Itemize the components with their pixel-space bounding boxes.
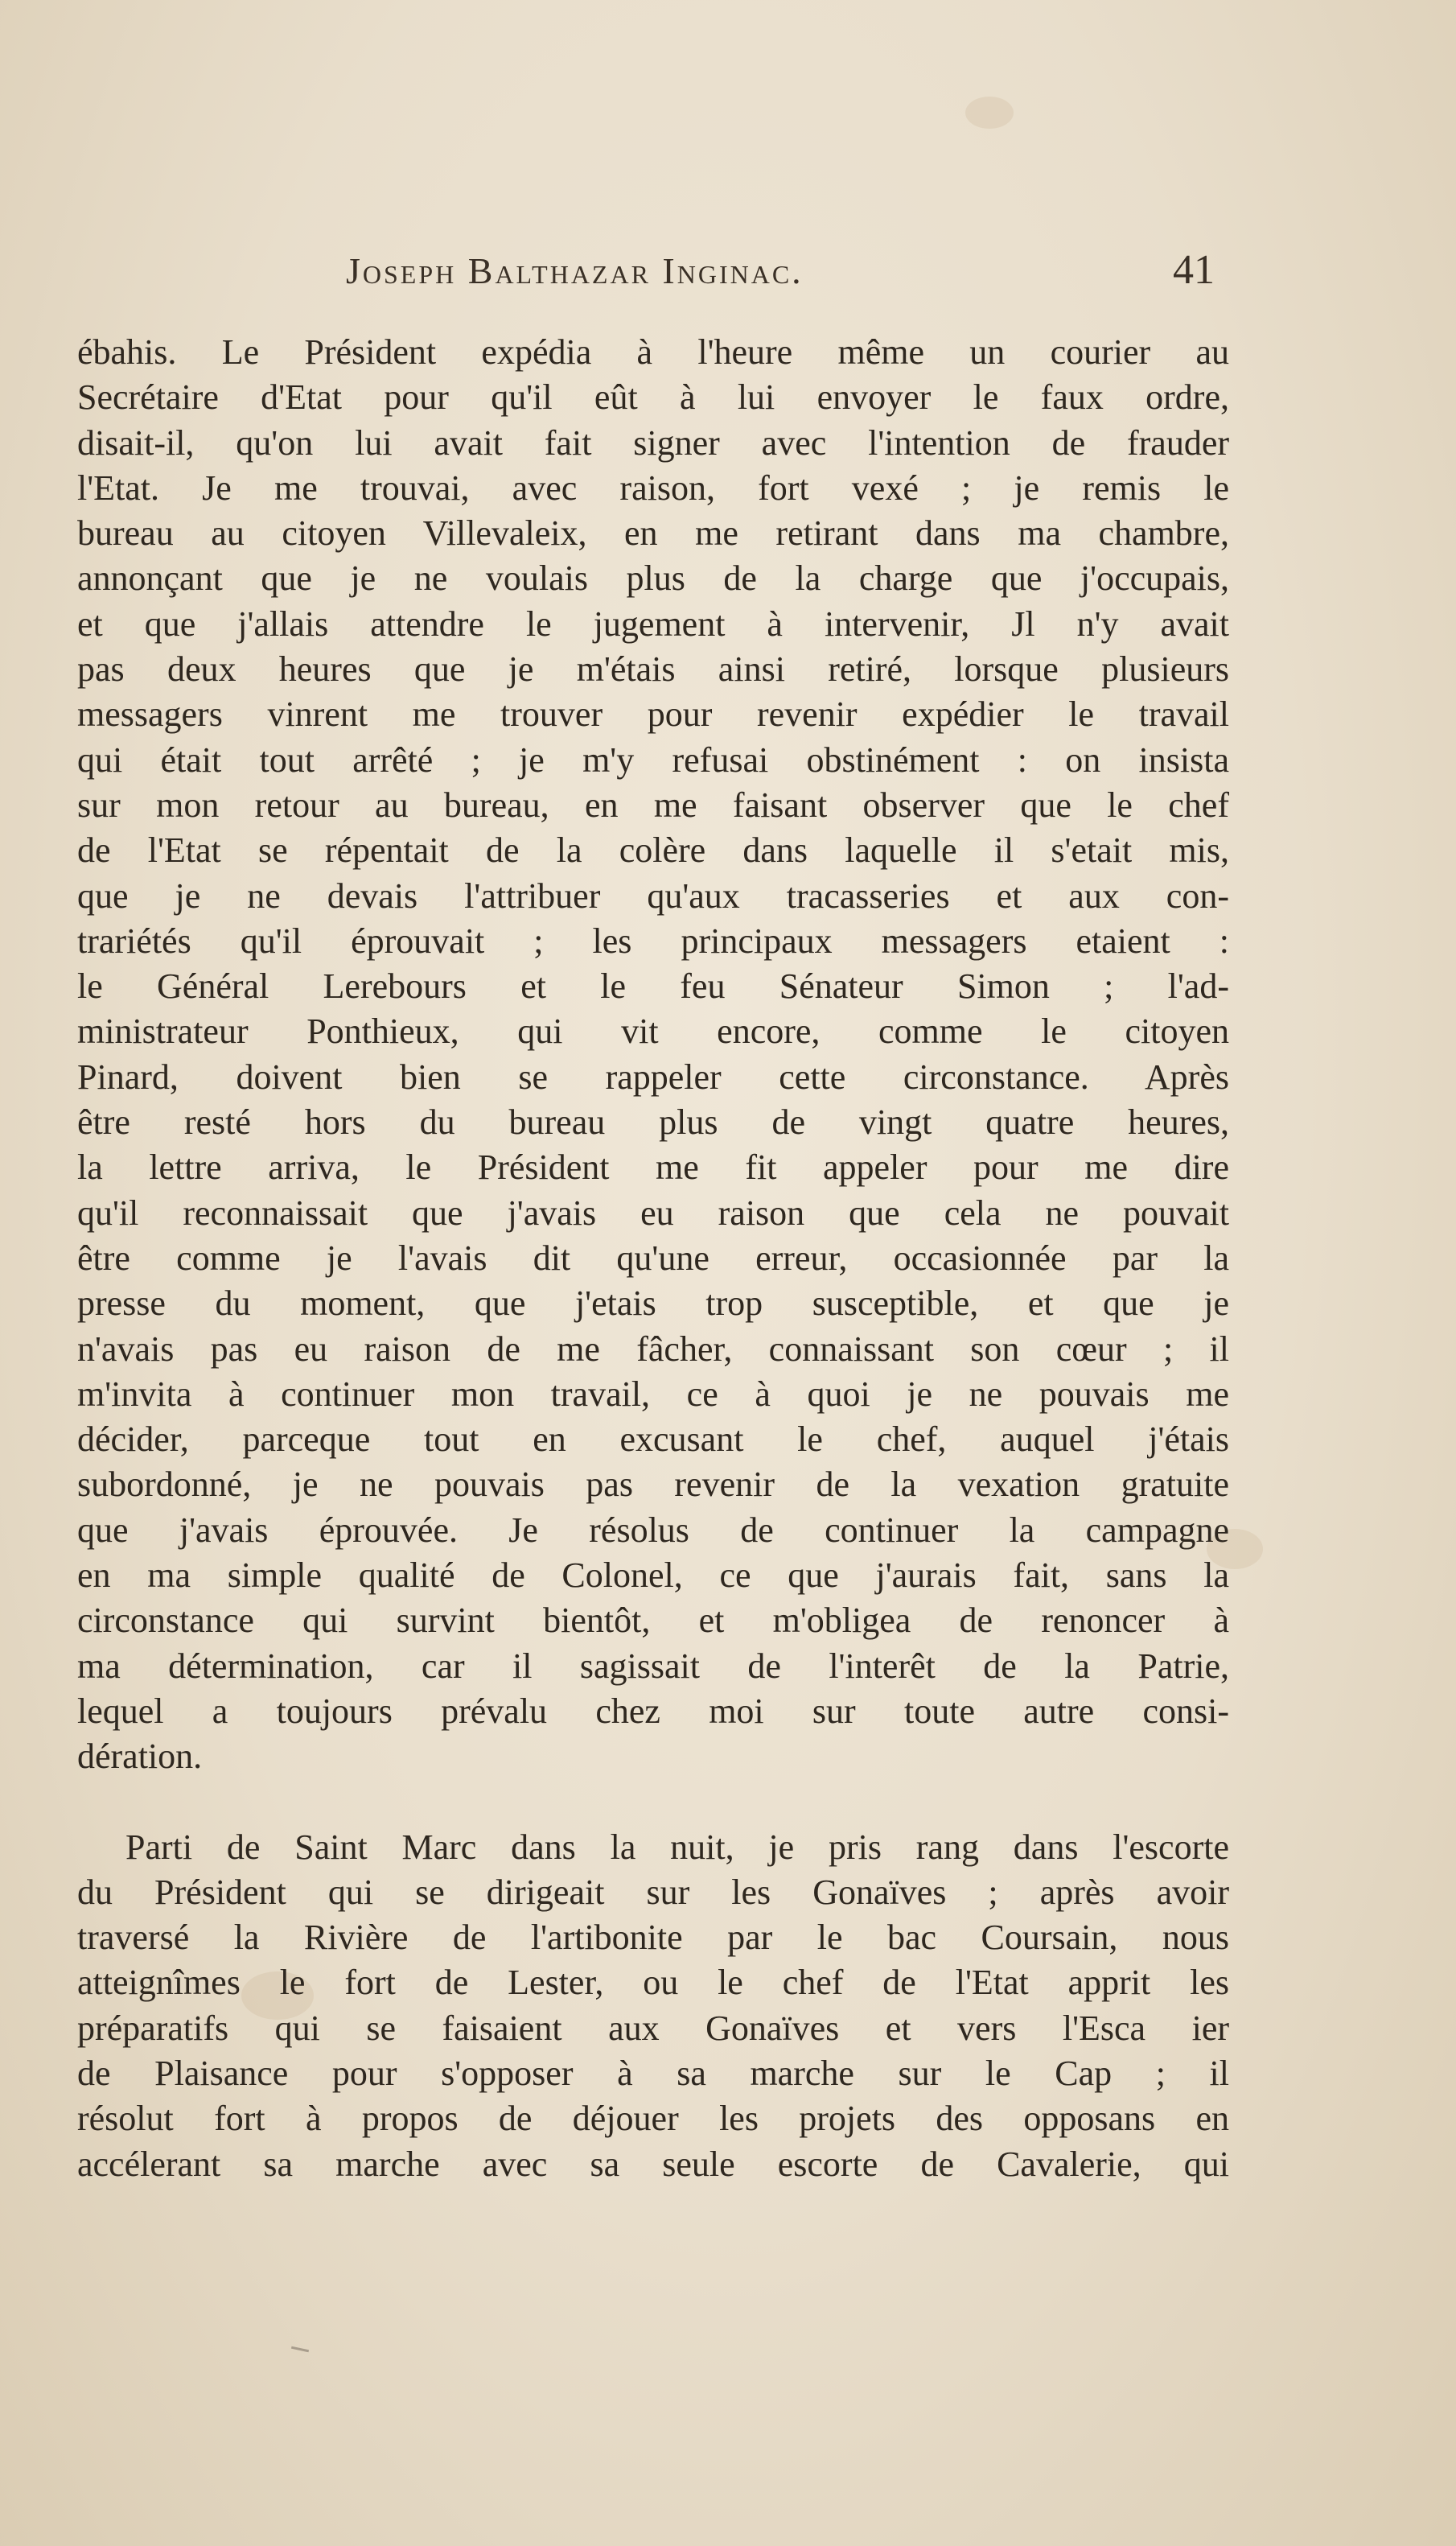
text-line: n'avais pas eu raison de me fâcher, connaissant son cœur ; il <box>77 1329 1229 1369</box>
text-line: accélerant sa marche avec sa seule escorte de Cavalerie, qui <box>77 2144 1229 2184</box>
text-line: de l'Etat se répentait de la colère dans laquelle il s'etait mis, <box>77 830 1229 871</box>
text-line: ébahis. Le Président expédia à l'heure même un courier au <box>77 332 1229 372</box>
text-line: sur mon retour au bureau, en me faisant observer que le chef <box>77 785 1229 825</box>
text-line: résolut fort à propos de déjouer les projets des opposans en <box>77 2099 1229 2139</box>
text-line: trariétés qu'il éprouvait ; les principaux messagers etaient : <box>77 921 1229 961</box>
text-line: messagers vinrent me trouver pour revenir expédier le travail <box>77 694 1229 735</box>
text-line: du Président qui se dirigeait sur les Gonaïves ; après avoir <box>77 1872 1229 1912</box>
text-line: disait-il, qu'on lui avait fait signer avec l'intention de frauder <box>77 422 1229 463</box>
text-line: que j'avais éprouvée. Je résolus de continuer la campagne <box>77 1510 1229 1550</box>
text-line: ministrateur Ponthieux, qui vit encore, comme le citoyen <box>77 1011 1229 1052</box>
text-line: dération. <box>77 1736 203 1777</box>
body-text <box>77 330 1229 2187</box>
text-line: circonstance qui survint bientôt, et m'obligea de renoncer à <box>77 1601 1229 1641</box>
paragraph-gap <box>77 1780 1229 1825</box>
page-number: 41 <box>1173 247 1215 293</box>
text-line: de Plaisance pour s'opposer à sa marche sur le Cap ; il <box>77 2053 1229 2093</box>
text-line: l'Etat. Je me trouvai, avec raison, fort vexé ; je remis le <box>77 468 1229 508</box>
text-line: Secrétaire d'Etat pour qu'il eût à lui envoyer le faux ordre, <box>77 377 1229 418</box>
text-line: presse du moment, que j'etais trop susceptible, et que je <box>77 1283 1229 1324</box>
text-line: annonçant que je ne voulais plus de la charge que j'occupais, <box>77 558 1229 599</box>
text-line: lequel a toujours prévalu chez moi sur toute autre consi- <box>77 1691 1229 1731</box>
running-head: Joseph Balthazar Inginac. <box>346 250 804 291</box>
text-line: qu'il reconnaissait que j'avais eu raison que cela ne pouvait <box>77 1193 1229 1233</box>
text-line: atteignîmes le fort de Lester, ou le chef de l'Etat apprit les <box>77 1963 1229 2003</box>
text-line: être resté hors du bureau plus de vingt quatre heures, <box>77 1102 1229 1143</box>
text-line: ma détermination, car il sagissait de l'interêt de la Patrie, <box>77 1646 1229 1686</box>
text-line: Pinard, doivent bien se rappeler cette circonstance. Après <box>77 1057 1229 1097</box>
paper-stain <box>965 97 1014 129</box>
text-line: décider, parceque tout en excusant le chef, auquel j'étais <box>77 1419 1229 1460</box>
text-line: bureau au citoyen Villevaleix, en me retirant dans ma chambre, <box>77 513 1229 554</box>
text-line: le Général Lerebours et le feu Sénateur Simon ; l'ad- <box>77 966 1229 1007</box>
page-header <box>346 241 1215 306</box>
text-line: préparatifs qui se faisaient aux Gonaïves et vers l'Esca ier <box>77 2008 1229 2048</box>
text-line: Parti de Saint Marc dans la nuit, je pris rang dans l'escorte <box>125 1827 1229 1867</box>
ink-mark <box>291 2346 309 2353</box>
text-line: et que j'allais attendre le jugement à intervenir, Jl n'y avait <box>77 604 1229 644</box>
text-line: être comme je l'avais dit qu'une erreur, occasionnée par la <box>77 1238 1229 1278</box>
text-line: pas deux heures que je m'étais ainsi retiré, lorsque plusieurs <box>77 649 1229 690</box>
text-line: traversé la Rivière de l'artibonite par le bac Coursain, nous <box>77 1918 1229 1958</box>
text-line: subordonné, je ne pouvais pas revenir de la vexation gratuite <box>77 1465 1229 1505</box>
text-line: m'invita à continuer mon travail, ce à quoi je ne pouvais me <box>77 1374 1229 1414</box>
text-line: qui était tout arrêté ; je m'y refusai obstinément : on insista <box>77 739 1229 780</box>
text-line: que je ne devais l'attribuer qu'aux tracasseries et aux con- <box>77 875 1229 916</box>
text-line: la lettre arriva, le Président me fit appeler pour me dire <box>77 1147 1229 1188</box>
text-line: en ma simple qualité de Colonel, ce que j'aurais fait, sans la <box>77 1555 1229 1596</box>
